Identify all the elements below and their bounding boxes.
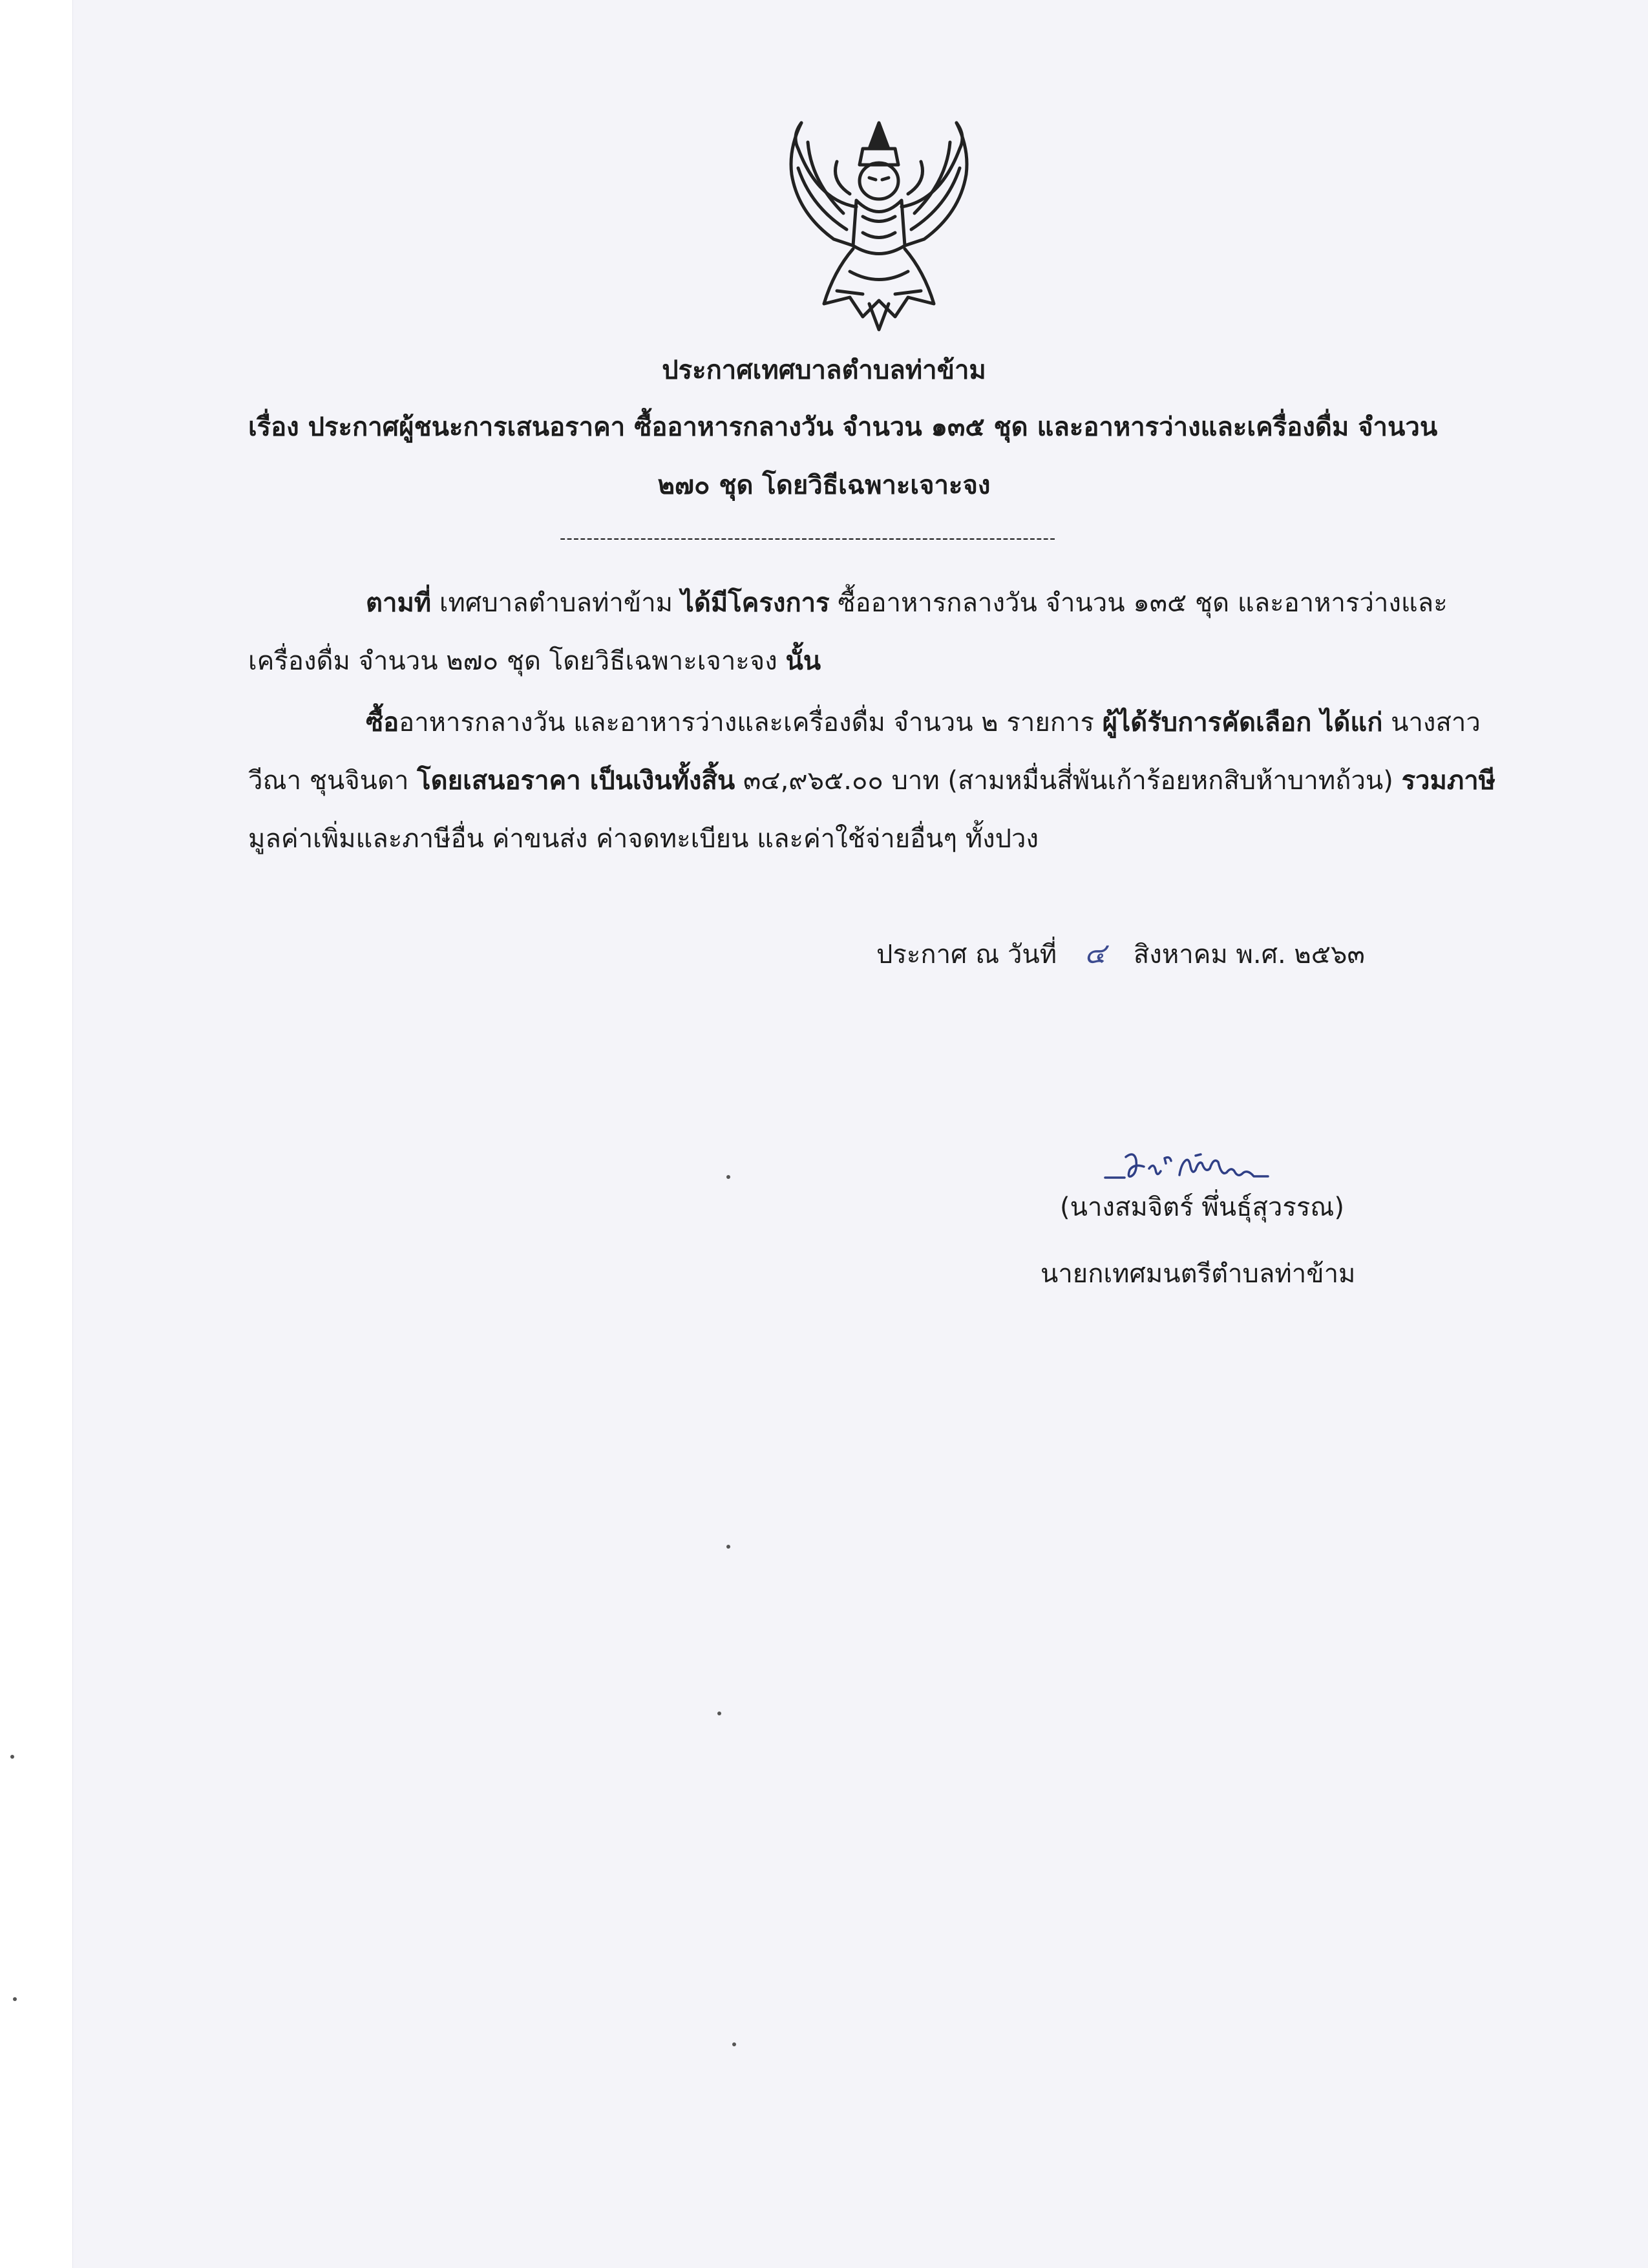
- agency-title: ประกาศเทศบาลตำบลท่าข้าม: [662, 355, 986, 385]
- scan-speck: [717, 1712, 721, 1715]
- p2-selected-label: ผู้ได้รับการคัดเลือก ได้แก่: [1102, 708, 1383, 737]
- paragraph-2-line-1: [366, 701, 1481, 743]
- p2-title: นางสาว: [1382, 708, 1481, 737]
- paragraph-1-line-2: [248, 640, 821, 681]
- paragraph-1-line-1: [366, 582, 1448, 623]
- dateline: [876, 931, 1365, 976]
- divider: --------------------------------------------------------------------------: [560, 529, 1057, 548]
- date-prefix: ประกาศ ณ วันที่: [876, 940, 1057, 970]
- scan-speck: [726, 1545, 730, 1549]
- p2-lead: ซื้อ: [366, 708, 399, 737]
- handwritten-signature: [1099, 1144, 1293, 1189]
- p2-amount-label: โดยเสนอราคา เป็นเงินทั้งสิ้น: [417, 766, 735, 796]
- scan-speck: [13, 1997, 17, 2001]
- p2-amount: ๓๔,๙๖๕.๐๐ บาท (สามหมื่นสี่พันเก้าร้อยหกสิบห้าบาทถ้วน): [735, 766, 1402, 796]
- scan-speck: [10, 1755, 14, 1759]
- p2-winner: วีณา ชุนจินดา: [248, 766, 417, 796]
- paragraph-2-line-2: [248, 759, 1495, 801]
- signer-name: (นางสมจิตร์ พึ่นธุ์สุวรรณ): [1060, 1192, 1345, 1222]
- scan-speck: [726, 1175, 730, 1179]
- date-day: ๔: [1084, 937, 1106, 970]
- subject-line-1: เรื่อง ประกาศผู้ชนะการเสนอราคา ซื้ออาหารกลางวัน จำนวน ๑๓๕ ชุด และอาหารว่างและเครื่องดื่ม จำนวน: [248, 412, 1438, 442]
- scan-speck: [732, 2042, 736, 2046]
- signer-position: นายกเทศมนตรีตำบลท่าข้าม: [1041, 1259, 1356, 1289]
- garuda-emblem-icon: [772, 110, 986, 343]
- p1-project: ซื้ออาหารกลางวัน จำนวน ๑๓๕ ชุด และอาหารว่างและ: [829, 588, 1448, 618]
- p1-lead: ตามที่: [366, 588, 432, 618]
- subject-line-2: ๒๗๐ ชุด โดยวิธีเฉพาะเจาะจง: [657, 471, 991, 500]
- p1-project-cont: เครื่องดื่ม จำนวน ๒๗๐ ชุด โดยวิธีเฉพาะเจาะจง: [248, 646, 786, 676]
- p2-items: อาหารกลางวัน และอาหารว่างและเครื่องดื่ม จำนวน ๒ รายการ: [399, 708, 1103, 737]
- p1-end: นั้น: [785, 646, 821, 676]
- p1-project-label: ได้มีโครงการ: [681, 588, 830, 618]
- p2-tax-label: รวมภาษี: [1401, 766, 1496, 796]
- p1-agency: เทศบาลตำบลท่าข้าม: [431, 588, 681, 618]
- p2-tax-cont: มูลค่าเพิ่มและภาษีอื่น ค่าขนส่ง ค่าจดทะเบียน และค่าใช้จ่ายอื่นๆ ทั้งปวง: [248, 824, 1039, 854]
- date-rest: สิงหาคม พ.ศ. ๒๕๖๓: [1133, 940, 1365, 970]
- paragraph-2-line-3: [248, 818, 1039, 859]
